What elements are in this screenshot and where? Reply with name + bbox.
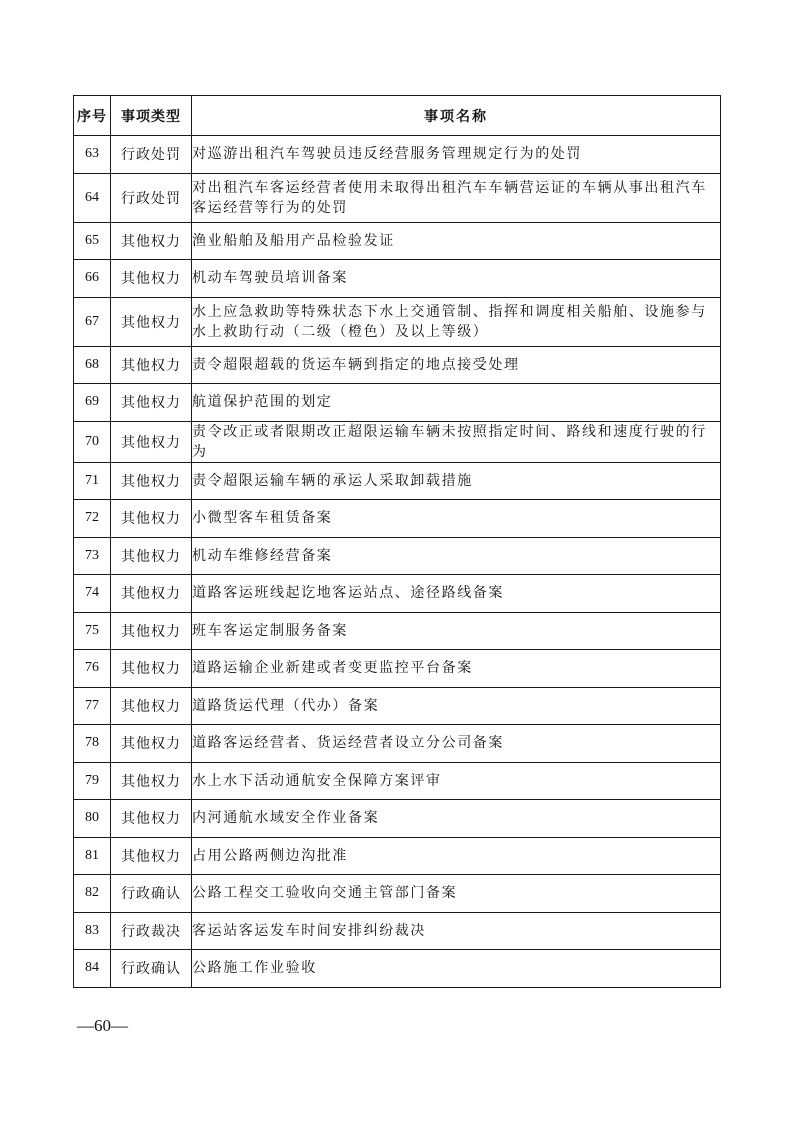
- row-serial-number: 66: [74, 260, 111, 298]
- table-row: [74, 725, 721, 763]
- row-serial-number: 68: [74, 346, 111, 384]
- row-serial-number: 75: [74, 612, 111, 650]
- row-item-type: 其他权力: [111, 762, 192, 800]
- row-item-name: 渔业船舶及船用产品检验发证: [192, 222, 721, 260]
- table-row: [74, 950, 721, 988]
- row-serial-number: 76: [74, 650, 111, 688]
- row-item-name: 占用公路两侧边沟批准: [192, 837, 721, 875]
- row-item-type: 其他权力: [111, 260, 192, 298]
- row-item-type: 行政裁决: [111, 912, 192, 950]
- row-item-name: 道路客运班线起讫地客运站点、途径路线备案: [192, 575, 721, 613]
- table-row: [74, 762, 721, 800]
- table-row: [74, 222, 721, 260]
- row-item-name: 水上水下活动通航安全保障方案评审: [192, 762, 721, 800]
- row-item-name: 道路客运经营者、货运经营者设立分公司备案: [192, 725, 721, 763]
- table-row: [74, 912, 721, 950]
- row-serial-number: 72: [74, 500, 111, 538]
- row-item-name: 公路工程交工验收向交通主管部门备案: [192, 875, 721, 913]
- items-table: [73, 95, 721, 988]
- row-item-type: 其他权力: [111, 725, 192, 763]
- row-serial-number: 67: [74, 297, 111, 346]
- table-row: [74, 612, 721, 650]
- row-item-name: 对巡游出租汽车驾驶员违反经营服务管理规定行为的处罚: [192, 136, 721, 174]
- row-item-type: 其他权力: [111, 800, 192, 838]
- row-item-type: 其他权力: [111, 575, 192, 613]
- row-item-type: 其他权力: [111, 421, 192, 462]
- row-item-type: 其他权力: [111, 500, 192, 538]
- row-serial-number: 69: [74, 384, 111, 422]
- table-row: [74, 650, 721, 688]
- table-row: [74, 837, 721, 875]
- row-item-name: 水上应急救助等特殊状态下水上交通管制、指挥和调度相关船舶、设施参与水上救助行动（二级（橙色）及以上等级）: [192, 297, 721, 346]
- row-item-name: 班车客运定制服务备案: [192, 612, 721, 650]
- row-serial-number: 65: [74, 222, 111, 260]
- row-item-name: 责令改正或者限期改正超限运输车辆未按照指定时间、路线和速度行驶的行为: [192, 421, 721, 462]
- row-item-type: 其他权力: [111, 650, 192, 688]
- row-item-name: 内河通航水域安全作业备案: [192, 800, 721, 838]
- table-row: [74, 687, 721, 725]
- row-item-name: 机动车维修经营备案: [192, 537, 721, 575]
- row-item-type: 其他权力: [111, 222, 192, 260]
- table-row: [74, 260, 721, 298]
- table-row: [74, 297, 721, 346]
- row-serial-number: 81: [74, 837, 111, 875]
- table-row: [74, 500, 721, 538]
- table-row: [74, 875, 721, 913]
- row-serial-number: 82: [74, 875, 111, 913]
- row-item-type: 其他权力: [111, 384, 192, 422]
- row-item-name: 道路货运代理（代办）备案: [192, 687, 721, 725]
- row-item-name: 道路运输企业新建或者变更监控平台备案: [192, 650, 721, 688]
- header-item-name: 事项名称: [192, 96, 721, 136]
- row-item-name: 航道保护范围的划定: [192, 384, 721, 422]
- row-item-type: 行政确认: [111, 875, 192, 913]
- row-item-type: 其他权力: [111, 687, 192, 725]
- row-serial-number: 74: [74, 575, 111, 613]
- row-item-type: 其他权力: [111, 537, 192, 575]
- row-serial-number: 73: [74, 537, 111, 575]
- row-serial-number: 70: [74, 421, 111, 462]
- row-item-type: 其他权力: [111, 297, 192, 346]
- row-item-type: 其他权力: [111, 462, 192, 500]
- table-row: [74, 575, 721, 613]
- table-row: [74, 537, 721, 575]
- row-serial-number: 80: [74, 800, 111, 838]
- row-item-name: 小微型客车租赁备案: [192, 500, 721, 538]
- row-serial-number: 64: [74, 173, 111, 222]
- row-item-type: 行政处罚: [111, 136, 192, 174]
- table-row: [74, 800, 721, 838]
- table-row: [74, 462, 721, 500]
- row-item-name: 责令超限超载的货运车辆到指定的地点接受处理: [192, 346, 721, 384]
- table-row: [74, 173, 721, 222]
- row-item-type: 其他权力: [111, 346, 192, 384]
- row-serial-number: 78: [74, 725, 111, 763]
- header-item-type: 事项类型: [111, 96, 192, 136]
- table-header-row: [74, 96, 721, 136]
- page-number: —60—: [77, 1016, 128, 1035]
- row-item-name: 责令超限运输车辆的承运人采取卸载措施: [192, 462, 721, 500]
- row-serial-number: 79: [74, 762, 111, 800]
- row-item-type: 行政处罚: [111, 173, 192, 222]
- header-serial-number: 序号: [74, 96, 111, 136]
- table-row: [74, 421, 721, 462]
- row-item-name: 对出租汽车客运经营者使用未取得出租汽车车辆营运证的车辆从事出租汽车客运经营等行为的处罚: [192, 173, 721, 222]
- row-item-name: 机动车驾驶员培训备案: [192, 260, 721, 298]
- row-serial-number: 77: [74, 687, 111, 725]
- row-item-name: 公路施工作业验收: [192, 950, 721, 988]
- row-item-type: 其他权力: [111, 837, 192, 875]
- row-item-name: 客运站客运发车时间安排纠纷裁决: [192, 912, 721, 950]
- row-serial-number: 84: [74, 950, 111, 988]
- row-serial-number: 83: [74, 912, 111, 950]
- table-row: [74, 384, 721, 422]
- row-serial-number: 63: [74, 136, 111, 174]
- table-row: [74, 136, 721, 174]
- table-row: [74, 346, 721, 384]
- row-item-type: 其他权力: [111, 612, 192, 650]
- row-serial-number: 71: [74, 462, 111, 500]
- row-item-type: 行政确认: [111, 950, 192, 988]
